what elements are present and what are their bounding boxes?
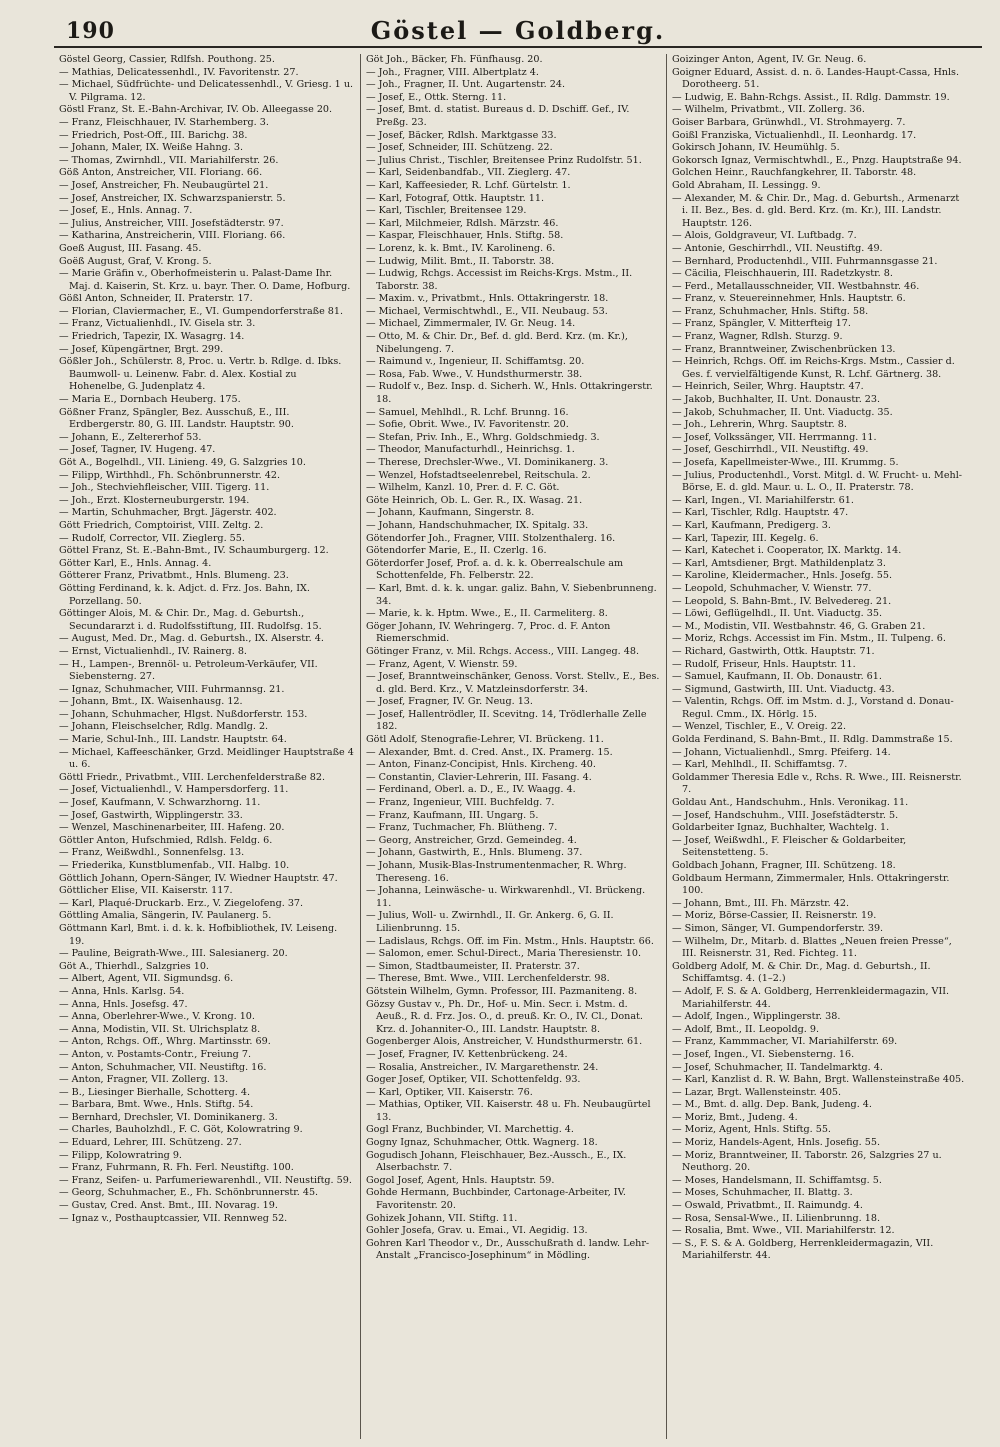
directory-entry: — Josef, Bmt. d. statist. Bureaus d. D. Dschiff. Gef., IV. Preßg. 23.: [366, 104, 630, 128]
directory-entry: — Antonie, Geschirrhdl., VII. Neustiftg. 49.: [672, 242, 883, 254]
directory-entry: — Albert, Agent, VII. Sigmundsg. 6.: [59, 973, 234, 985]
directory-entry: Göt A., Thierhdl., Salzgries 10.: [59, 960, 209, 972]
directory-entry: — Mathias, Delicatessenhdl., IV. Favoritenstr. 27.: [59, 66, 299, 78]
directory-entry: — Joh., Lehrerin, Whrg. Sauptstr. 8.: [672, 419, 847, 431]
directory-entry: — Eduard, Lehrer, III. Schützeng. 27.: [59, 1137, 242, 1149]
directory-entry: Göß Anton, Anstreicher, VII. Floriang. 66.: [59, 167, 263, 179]
directory-entry: — Karl, Kaufmann, Predigerg. 3.: [672, 519, 831, 531]
directory-entry: Götstein Wilhelm, Gymn. Professor, III. Pazmaniteng. 8.: [366, 985, 638, 997]
directory-entry: — Michael, Südfrüchte- und Delicatessenhdl., V. Griesg. 1 u. V. Pilgrama. 12.: [59, 79, 354, 103]
directory-entry: — Joh., Erzt. Klosterneuburgerstr. 194.: [59, 494, 250, 506]
directory-entry: — Karl, Tapezir, III. Kegelg. 6.: [672, 532, 819, 544]
directory-entry: — Alois, Goldgraveur, VI. Luftbadg. 7.: [672, 230, 857, 242]
directory-entry: — Josef, Schuhmacher, II. Tandelmarktg. 4.: [672, 1061, 883, 1073]
directory-entry: — Leopold, S. Bahn-Bmt., IV. Belvedereg. 21.: [672, 595, 892, 607]
directory-entry: Göttlicher Elise, VII. Kaiserstr. 117.: [59, 885, 233, 897]
directory-entry: — Rosalia, Anstreicher., IV. Margarethenstr. 24.: [366, 1061, 599, 1073]
directory-entry: — Cäcilia, Fleischhauerin, III. Radetzkystr. 8.: [672, 268, 893, 280]
directory-entry: — Karl, Bmt. d. k. k. ungar. galiz. Bahn, V. Siebenbrunneng. 34.: [366, 582, 657, 607]
directory-entry: — Franz, Kammmacher, VI. Mariahilferstr. 69.: [672, 1036, 898, 1048]
directory-entry: — Moses, Schuhmacher, II. Blattg. 3.: [672, 1187, 853, 1199]
directory-entry: — Alexander, M. & Chir. Dr., Mag. d. Geburtsh., Armenarzt i. II. Bez., Bes. d. gld. Berd. Krz. (m. Kr.), III. Landstr. Hauptstr. 126.: [672, 192, 960, 229]
directory-entry: — Joh., Fragner, VIII. Albertplatz 4.: [366, 66, 539, 78]
directory-entry: — Alexander, Bmt. d. Cred. Anst., IX. Pramerg. 15.: [366, 746, 613, 758]
directory-entry: Goldarbeiter Ignaz, Buchhalter, Wachtelg. 1.: [672, 822, 890, 834]
directory-entry: — Rosa, Sensal-Wwe., II. Lilienbrunng. 18.: [672, 1212, 881, 1224]
directory-entry: — Anton, Rchgs. Off., Whrg. Martinsstr. 69.: [59, 1036, 271, 1048]
directory-entry: Göte Heinrich, Ob. L. Ger. R., IX. Wasag. 21.: [366, 494, 583, 506]
directory-entry: — Ludwig, E. Bahn-Rchgs. Assist., II. Rdlg. Dammstr. 19.: [672, 91, 950, 103]
directory-entry: — Franz, Kaufmann, III. Ungarg. 5.: [366, 809, 539, 821]
directory-entry: — Johann, Kaufmann, Singerstr. 8.: [366, 507, 535, 519]
directory-entry: Goißl Franziska, Victualienhdl., II. Leonhardg. 17.: [672, 129, 917, 141]
directory-entry: — Karl, Ingen., VI. Mariahilferstr. 61.: [672, 494, 854, 506]
directory-entry: — Franz, Weißwdhl., Sonnenfelsg. 13.: [59, 847, 245, 859]
directory-entry: Gold Abraham, II. Lessingg. 9.: [672, 179, 821, 191]
directory-entry: — Johann, Musik-Blas-Instrumentenmacher, R. Whrg. Thereseng. 16.: [366, 860, 627, 884]
directory-entry: — Ludwig, Milit. Bmt., II. Taborstr. 38.: [366, 255, 555, 267]
directory-entry: — Wilhelm, Privatbmt., VII. Zollerg. 36.: [672, 104, 865, 116]
directory-entry: — Julius Christ., Tischler, Breitensee Prinz Rudolfstr. 51.: [366, 154, 642, 166]
directory-entry: — Josef, Branntweinschänker, Genoss. Vorst. Stellv., E., Bes. d. gld. Berd. Krz., V. Matzleinsdorferstr. 34.: [366, 671, 660, 695]
page-number: 190: [66, 18, 115, 44]
directory-entry: Göterdorfer Josef, Prof. a. d. k. k. Oberrealschule am Schottenfelde, Fh. Felberstr. 22.: [366, 557, 624, 582]
directory-entry: — Ladislaus, Rchgs. Off. im Fin. Mstm., Hnls. Hauptstr. 66.: [366, 935, 654, 947]
directory-entry: Götter Karl, E., Hnls. Annag. 4.: [59, 557, 212, 569]
directory-entry: — Franz, Fuhrmann, R. Fh. Ferl. Neustiftg. 100.: [59, 1162, 294, 1174]
directory-entry: — Johann, Victualienhdl., Smrg. Pfeiferg. 14.: [672, 746, 891, 758]
directory-entry: — Richard, Gastwirth, Ottk. Hauptstr. 71.: [672, 645, 875, 657]
directory-entry: Gohde Hermann, Buchbinder, Cartonage-Arbeiter, IV. Favoritenstr. 20.: [366, 1187, 626, 1212]
directory-entry: — Moses, Handelsmann, II. Schiffamtsg. 5.: [672, 1174, 882, 1186]
directory-entry: — Theodor, Manufacturhdl., Heinrichsg. 1.: [366, 444, 575, 456]
directory-entry: Göt Joh., Bäcker, Fh. Fünfhausg. 20.: [366, 54, 543, 65]
directory-entry: Gohizek Johann, VII. Stiftg. 11.: [366, 1212, 518, 1224]
directory-entry: — Rudolf, Friseur, Hnls. Hauptstr. 11.: [672, 658, 856, 670]
directory-entry: — Charles, Bauholzhdl., F. C. Göt, Kolowratring 9.: [59, 1124, 303, 1136]
directory-entry: — Florian, Claviermacher, E., VI. Gumpendorferstraße 81.: [59, 305, 344, 317]
directory-entry: Göt A., Bogelhdl., VII. Linieng. 49, G. Salzgries 10.: [59, 457, 306, 468]
directory-entry: — Sofie, Obrit. Wwe., IV. Favoritenstr. 20.: [366, 419, 569, 431]
directory-entry: — Wenzel, Maschinenarbeiter, III. Hafeng. 20.: [59, 822, 285, 834]
directory-entry: — Karl, Kaffeesieder, R. Lchf. Gürtelstr. 1.: [366, 179, 571, 191]
directory-entry: Götendorfer Joh., Fragner, VIII. Stolzenthalerg. 16.: [366, 532, 616, 544]
directory-entry: — Johann, Fleischselcher, Rdlg. Mandlg. 2.: [59, 721, 269, 733]
directory-entry: Goldau Ant., Handschuhm., Hnls. Veronikag. 11.: [672, 797, 909, 809]
directory-entry: — Samuel, Kaufmann, II. Ob. Donaustr. 61.: [672, 671, 882, 683]
directory-entry: Goldberg Adolf, M. & Chir. Dr., Mag. d. Geburtsh., II. Schiffamtsg. 4. (1–2.): [672, 960, 931, 985]
directory-entry: — Moriz, Branntweiner, II. Taborstr. 26, Salzgries 27 u. Neuthorg. 20.: [672, 1149, 942, 1174]
directory-entry: — Adolf, Ingen., Wipplingerstr. 38.: [672, 1011, 841, 1023]
directory-entry: Gözsy Gustav v., Ph. Dr., Hof- u. Min. Secr. i. Mstm. d. Aeuß., R. d. Frz. Jos. O., d. preuß. Kr. O., IV. Cl., Donat. Krz. d. Johanniter-O., III. Landstr. Hauptstr. 8.: [366, 998, 643, 1035]
directory-entry: Göstel Georg, Cassier, Rdlfsh. Pouthong. 25.: [59, 54, 275, 65]
directory-entry: Goeß August, III. Fasang. 45.: [59, 242, 202, 254]
directory-entry: Gött Friedrich, Comptoirist, VIII. Zeltg. 2.: [59, 519, 264, 531]
directory-entry: — Karoline, Kleidermacher., Hnls. Josefg. 55.: [672, 570, 893, 582]
directory-entry: — H., Lampen-, Brennöl- u. Petroleum-Verkäufer, VII. Siebensterng. 27.: [59, 658, 318, 683]
directory-entry: — Karl, Tischler, Breitensee 129.: [366, 205, 527, 217]
directory-entry: — Sigmund, Gastwirth, III. Unt. Viaductg. 43.: [672, 683, 895, 695]
entry-columns: [54, 54, 982, 1439]
directory-entry: — Franz, Spängler, V. Mitterfteig 17.: [672, 318, 851, 330]
directory-entry: Gogny Ignaz, Schuhmacher, Ottk. Wagnerg. 18.: [366, 1137, 598, 1149]
directory-entry: — Johann, Gastwirth, E., Hnls. Blumeng. 37.: [366, 847, 583, 859]
directory-entry: Goizinger Anton, Agent, IV. Gr. Neug. 6.: [672, 54, 867, 65]
directory-entry: — Ferd., Metallausschneider, VII. Westbahnstr. 46.: [672, 280, 920, 292]
directory-entry: — Barbara, Bmt. Wwe., Hnls. Stiftg. 54.: [59, 1099, 254, 1111]
directory-entry: — Josef, Kaufmann, V. Schwarzhorng. 11.: [59, 797, 261, 809]
directory-entry: — Gustav, Cred. Anst. Bmt., III. Novarag. 19.: [59, 1200, 278, 1212]
directory-entry: Gößler Joh., Schülerstr. 8, Proc. u. Vertr. b. Rdlge. d. Ibks. Baumwoll- u. Leinenw. Fabr. d. Alex. Kostial zu Hohenelbe, G. Judenplatz 4.: [59, 356, 342, 393]
column-2: [360, 54, 666, 1439]
directory-entry: — S., F. S. & A. Goldberg, Herrenkleidermagazin, VII. Mariahilferstr. 44.: [672, 1237, 934, 1262]
directory-entry: — Josef, Tagner, IV. Hugeng. 47.: [59, 444, 216, 456]
directory-entry: — Löwi, Geflügelhdl., II. Unt. Viaductg. 35.: [672, 608, 883, 620]
directory-entry: — Franz, v. Steuereinnehmer, Hnls. Hauptstr. 6.: [672, 293, 906, 305]
directory-entry: — Karl, Plaqué-Druckarb. Erz., V. Ziegelofeng. 37.: [59, 897, 304, 909]
directory-entry: — Anton, v. Postamts-Contr., Freiung 7.: [59, 1048, 252, 1060]
directory-entry: — Jakob, Buchhalter, II. Unt. Donaustr. 23.: [672, 394, 881, 406]
directory-entry: — Michael, Kaffeeschänker, Grzd. Meidlinger Hauptstraße 4 u. 6.: [59, 746, 354, 771]
directory-entry: — Maxim. v., Privatbmt., Hnls. Ottakringerstr. 18.: [366, 293, 609, 305]
directory-entry: — M., Bmt. d. allg. Dep. Bank, Judeng. 4.: [672, 1099, 872, 1111]
directory-entry: — Rudolf, Corrector, VII. Zieglerg. 55.: [59, 532, 245, 544]
directory-entry: — Lorenz, k. k. Bmt., IV. Karolineng. 6.: [366, 242, 556, 254]
directory-entry: — Thomas, Zwirnhdl., VII. Mariahilferstr. 26.: [59, 154, 279, 166]
directory-entry: Gößner Franz, Spängler, Bez. Ausschuß, E., III. Erdbergerstr. 80, G. III. Landstr. Hauptstr. 90.: [59, 406, 294, 431]
directory-entry: — Josef, Anstreicher, Fh. Neubaugürtel 21.: [59, 179, 269, 191]
directory-entry: Göttlich Johann, Opern-Sänger, IV. Wiedner Hauptstr. 47.: [59, 872, 338, 884]
directory-entry: Gogol Josef, Agent, Hnls. Hauptstr. 59.: [366, 1174, 555, 1186]
directory-entry: — Wilhelm, Kanzl. 10, Prer. d. F. C. Göt.: [366, 482, 560, 494]
directory-entry: Gößl Anton, Schneider, II. Praterstr. 17.: [59, 293, 253, 305]
directory-entry: — Johann, Bmt., III. Fh. Märzstr. 42.: [672, 897, 850, 909]
directory-entry: Gogudisch Johann, Fleischhauer, Bez.-Aussch., E., IX. Alserbachstr. 7.: [366, 1149, 627, 1174]
directory-entry: — Martin, Schuhmacher, Brgt. Jägerstr. 402.: [59, 507, 277, 519]
directory-entry: — Johann, Maler, IX. Weiße Hahng. 3.: [59, 142, 244, 154]
directory-entry: Gohren Karl Theodor v., Dr., Ausschußrath d. landw. Lehr-Anstalt „Francisco-Josephinum“ in Mödling.: [366, 1237, 650, 1262]
directory-entry: — Josef, Victualienhdl., V. Hampersdorferg. 11.: [59, 784, 289, 796]
directory-entry: — Simon, Stadtbaumeister, II. Praterstr. 37.: [366, 960, 580, 972]
directory-entry: — Julius, Woll- u. Zwirnhdl., II. Gr. Ankerg. 6, G. II. Lilienbrunng. 15.: [366, 910, 614, 934]
directory-entry: — Therese, Drechsler-Wwe., VI. Dominikanerg. 3.: [366, 457, 609, 468]
directory-entry: — Moriz, Bmt., Judeng. 4.: [672, 1111, 798, 1123]
directory-entry: — Friedrich, Tapezir, IX. Wasagrg. 14.: [59, 331, 245, 343]
directory-entry: — Raimund v., Ingenieur, II. Schiffamtsg. 20.: [366, 356, 585, 368]
directory-entry: — Anna, Oberlehrer-Wwe., V. Krong. 10.: [59, 1011, 255, 1023]
directory-entry: — Franz, Schuhmacher, Hnls. Stiftg. 58.: [672, 305, 869, 317]
directory-entry: — Karl, Optiker, VII. Kaiserstr. 76.: [366, 1086, 533, 1098]
directory-entry: Göttler Anton, Hufschmied, Rdlsh. Feldg. 6.: [59, 834, 273, 846]
page-header: [54, 12, 982, 48]
directory-entry: — Therese, Bmt. Wwe., VIII. Lerchenfelderstr. 98.: [366, 973, 610, 985]
directory-entry: — Julius, Anstreicher, VIII. Josefstädterstr. 97.: [59, 217, 284, 229]
directory-entry: — Leopold, Schuhmacher, V. Wienstr. 77.: [672, 582, 872, 594]
directory-entry: — Lazar, Brgt. Wallensteinstr. 405.: [672, 1086, 842, 1098]
directory-entry: — Marie, k. k. Hptm. Wwe., E., II. Carmeliterg. 8.: [366, 608, 608, 620]
directory-entry: — Josef, Bäcker, Rdlsh. Marktgasse 33.: [366, 129, 557, 141]
directory-entry: — August, Med. Dr., Mag. d. Geburtsh., IX. Alserstr. 4.: [59, 633, 324, 645]
directory-entry: — Josef, Geschirrhdl., VII. Neustiftg. 49.: [672, 444, 869, 456]
directory-entry: — Georg, Anstreicher, Grzd. Gemeindeg. 4.: [366, 834, 577, 846]
directory-entry: — Johann, Schuhmacher, Hlgst. Nußdorferstr. 153.: [59, 708, 308, 720]
directory-entry: — Valentin, Rchgs. Off. im Mstm. d. J., Vorstand d. Donau-Regul. Cmm., IX. Hörlg. 15.: [672, 696, 954, 720]
directory-entry: — Wenzel, Hofstadtseelenrebel, Reitschula. 2.: [366, 469, 591, 481]
directory-entry: — Karl, Katechet i. Cooperator, IX. Marktg. 14.: [672, 545, 902, 557]
directory-entry: Goëß August, Graf, V. Krong. 5.: [59, 255, 212, 267]
directory-entry: — Anton, Fragner, VII. Zollerg. 13.: [59, 1074, 229, 1086]
directory-entry: Goldbaum Hermann, Zimmermaler, Hnls. Ottakringerstr. 100.: [672, 872, 950, 897]
directory-entry: — Moriz, Börse-Cassier, II. Reisnerstr. 19.: [672, 910, 877, 922]
directory-entry: Göstl Franz, St. E.-Bahn-Archivar, IV. Ob. Alleegasse 20.: [59, 104, 333, 116]
directory-entry: Götterer Franz, Privatbmt., Hnls. Blumeng. 23.: [59, 570, 289, 582]
directory-entry: — Franz, Ingenieur, VIII. Buchfeldg. 7.: [366, 797, 555, 809]
directory-entry: — Franz, Wagner, Rdlsh. Sturzg. 9.: [672, 331, 843, 343]
directory-entry: — Josef, Weißwdhl., F. Fleischer & Goldarbeiter, Seitenstetteng. 5.: [672, 834, 907, 859]
directory-entry: — Moriz, Agent, Hnls. Stiftg. 55.: [672, 1124, 831, 1136]
directory-entry: — Mathias, Optiker, VII. Kaiserstr. 48 u. Fh. Neubaugürtel 13.: [366, 1099, 651, 1123]
directory-entry: — Oswald, Privatbmt., II. Raimundg. 4.: [672, 1200, 863, 1212]
directory-entry: — Josefa, Kapellmeister-Wwe., III. Krummg. 5.: [672, 457, 899, 468]
directory-entry: — Katharina, Anstreicherin, VIII. Floriang. 66.: [59, 230, 286, 242]
directory-entry: Göttinger Alois, M. & Chir. Dr., Mag. d. Geburtsh., Secundararzt i. d. Rudolfsstiftung, III. Rudolfsg. 15.: [59, 608, 322, 632]
directory-entry: Göttling Amalia, Sängerin, IV. Paulanerg. 5.: [59, 910, 272, 922]
directory-entry: — Josef, Fragner, IV. Gr. Neug. 13.: [366, 696, 533, 708]
directory-entry: — Franz, Seifen- u. Parfumeriewarenhdl., VII. Neustiftg. 59.: [59, 1174, 352, 1186]
directory-entry: — Johann, Handschuhmacher, IX. Spitalg. 33.: [366, 519, 589, 531]
directory-entry: — Adolf, Bmt., II. Leopoldg. 9.: [672, 1023, 820, 1035]
directory-entry: — Karl, Tischler, Rdlg. Hauptstr. 47.: [672, 507, 849, 519]
directory-entry: Goldbach Johann, Fragner, III. Schützeng. 18.: [672, 860, 896, 871]
directory-entry: — Johann, E., Zeltererhof 53.: [59, 431, 202, 443]
directory-entry: — Michael, Zimmermaler, IV. Gr. Neug. 14.: [366, 318, 576, 330]
directory-entry: — Filipp, Kolowratring 9.: [59, 1149, 182, 1161]
directory-entry: — M., Modistin, VII. Westbahnstr. 46, G. Graben 21.: [672, 620, 926, 632]
directory-entry: — Otto, M. & Chir. Dr., Bef. d. gld. Berd. Krz. (m. Kr.), Nibelungeng. 7.: [366, 331, 628, 355]
directory-entry: — Maria E., Dornbach Heuberg. 175.: [59, 394, 241, 406]
directory-entry: — Josef, Küpengärtner, Brgt. 299.: [59, 343, 224, 355]
directory-entry: Goger Josef, Optiker, VII. Schottenfeldg. 93.: [366, 1074, 581, 1086]
directory-entry: — Josef, Volkssänger, VII. Herrmanng. 11.: [672, 431, 877, 443]
directory-entry: Götting Ferdinand, k. k. Adjct. d. Frz. Jos. Bahn, IX. Porzellang. 50.: [59, 582, 310, 607]
directory-entry: — Johann, Bmt., IX. Waisenhausg. 12.: [59, 696, 243, 708]
directory-entry: — Josef, Fragner, IV. Kettenbrückeng. 24.: [366, 1048, 568, 1060]
directory-entry: — Bernhard, Drechsler, VI. Dominikanerg. 3.: [59, 1111, 278, 1123]
directory-entry: — Karl, Mehlhdl., II. Schiffamtsg. 7.: [672, 759, 848, 771]
directory-entry: — Stefan, Priv. Inh., E., Whrg. Goldschmiedg. 3.: [366, 431, 600, 443]
directory-entry: — Wilhelm, Dr., Mitarb. d. Blattes „Neuen freien Presse“, III. Reisnerstr. 31, Red. Fichteg. 11.: [672, 935, 952, 960]
directory-entry: — Anton, Schuhmacher, VII. Neustiftg. 16.: [59, 1061, 267, 1073]
directory-entry: Göger Johann, IV. Wehringerg. 7, Proc. d. F. Anton Riemerschmid.: [366, 620, 611, 645]
directory-entry: — Friederika, Kunstblumenfab., VII. Halbg. 10.: [59, 860, 290, 871]
directory-entry: — Franz, Tuchmacher, Fh. Blütheng. 7.: [366, 822, 558, 834]
directory-entry: — Julius, Productenhdl., Vorst. Mitgl. d. W. Frucht- u. Mehl-Börse, E. d. gld. Maur. u. L. O., II. Praterstr. 78.: [672, 469, 963, 494]
directory-entry: — Anton, Finanz-Concipist, Hnls. Kircheng. 40.: [366, 759, 596, 771]
directory-entry: — Moriz, Rchgs. Accessist im Fin. Mstm., II. Tulpeng. 6.: [672, 633, 946, 645]
directory-entry: — Simon, Sänger, VI. Gumpendorferstr. 39.: [672, 922, 884, 934]
directory-entry: — Kaspar, Fleischhauer, Hnls. Stiftg. 58.: [366, 230, 564, 242]
directory-entry: Göttl Friedr., Privatbmt., VIII. Lerchenfelderstraße 82.: [59, 771, 326, 783]
directory-entry: Göttel Franz, St. E.-Bahn-Bmt., IV. Schaumburgerg. 12.: [59, 545, 329, 557]
directory-entry: — Marie Gräfin v., Oberhofmeisterin u. Palast-Dame Ihr. Maj. d. Kaiserin, St. Krz. u. bayr. Ther. O. Dame, Hofburg.: [59, 268, 351, 292]
directory-entry: — Pauline, Beigrath-Wwe., III. Salesianerg. 20.: [59, 948, 288, 960]
directory-entry: — Jakob, Schuhmacher, II. Unt. Viaductg. 35.: [672, 406, 893, 418]
directory-entry: — Karl, Seidenbandfab., VII. Zieglerg. 47.: [366, 167, 571, 179]
directory-entry: — Franz, Victualienhdl., IV. Gisela str. 3.: [59, 318, 256, 330]
column-3: [666, 54, 972, 1439]
directory-entry: — Rudolf v., Bez. Insp. d. Sicherh. W., Hnls. Ottakringerstr. 18.: [366, 381, 653, 406]
directory-entry: Goigner Eduard, Assist. d. n. ö. Landes-Haupt-Cassa, Hnls. Dorotheerg. 51.: [672, 66, 960, 91]
directory-entry: — Georg, Schuhmacher, E., Fh. Schönbrunnerstr. 45.: [59, 1187, 319, 1199]
directory-entry: — Karl, Amtsdiener, Brgt. Mathildenplatz 3.: [672, 557, 886, 569]
column-1: [54, 54, 360, 1439]
directory-entry: — B., Liesinger Bierhalle, Schotterg. 4.: [59, 1086, 251, 1098]
directory-entry: — Moriz, Handels-Agent, Hnls. Josefig. 55.: [672, 1137, 881, 1149]
directory-entry: — Anna, Hnls. Karlsg. 54.: [59, 985, 185, 997]
directory-entry: — Filipp, Wirthhdl., Fh. Schönbrunnerstr. 42.: [59, 469, 281, 481]
directory-entry: — Rosa, Fab. Wwe., V. Hundsthurmerstr. 38.: [366, 368, 583, 380]
directory-entry: — Constantin, Clavier-Lehrerin, III. Fasang. 4.: [366, 771, 592, 783]
directory-entry: — Ignaz v., Posthauptcassier, VII. Rennweg 52.: [59, 1212, 288, 1224]
directory-entry: — Friedrich, Post-Off., III. Barichg. 38.: [59, 129, 248, 141]
directory-entry: — Ignaz, Schuhmacher, VIII. Fuhrmannsg. 21.: [59, 683, 285, 695]
directory-entry: — Ferdinand, Oberl. a. D., E., IV. Waagg. 4.: [366, 784, 576, 796]
directory-entry: Golchen Heinr., Rauchfangkehrer, II. Taborstr. 48.: [672, 167, 917, 179]
directory-entry: — Joh., Fragner, II. Unt. Augartenstr. 24.: [366, 79, 566, 91]
directory-entry: Gokirsch Johann, IV. Heumühlg. 5.: [672, 142, 840, 154]
directory-entry: — Josef, Hallentrödler, II. Scevitng. 14, Trödlerhalle Zelle 182.: [366, 708, 647, 733]
directory-entry: — Anna, Hnls. Josefsg. 47.: [59, 998, 188, 1010]
directory-entry: — Josef, Anstreicher, IX. Schwarzspanierstr. 5.: [59, 192, 286, 204]
directory-entry: — Rosalia, Bmt. Wwe., VII. Mariahilferstr. 12.: [672, 1225, 895, 1237]
directory-entry: — Samuel, Mehlhdl., R. Lchf. Brunng. 16.: [366, 406, 569, 418]
directory-entry: — Franz, Fleischhauer, IV. Starhemberg. 3.: [59, 116, 269, 128]
directory-entry: — Josef, Handschuhm., VIII. Josefstädterstr. 5.: [672, 809, 899, 821]
directory-entry: — Ernst, Victualienhdl., IV. Rainerg. 8.: [59, 645, 247, 657]
directory-entry: — Adolf, F. S. & A. Goldberg, Herrenkleidermagazin, VII. Mariahilferstr. 44.: [672, 985, 950, 1010]
directory-entry: — Anna, Modistin, VII. St. Ulrichsplatz 8.: [59, 1023, 261, 1035]
directory-entry: — Josef, Gastwirth, Wipplingerstr. 33.: [59, 809, 243, 821]
directory-entry: — Josef, E., Hnls. Annag. 7.: [59, 205, 193, 217]
directory-entry: — Joh., Stechviehfleischer, VIII. Tigerg. 11.: [59, 482, 270, 494]
directory-entry: — Karl, Kanzlist d. R. W. Bahn, Brgt. Wallensteinstraße 405.: [672, 1074, 965, 1086]
directory-entry: — Wenzel, Tischler, E., V. Oreig. 22.: [672, 721, 846, 733]
directory-entry: — Marie, Schul-Inh., III. Landstr. Hauptstr. 64.: [59, 734, 287, 746]
directory-entry: Gohler Josefa, Grav. u. Emai., VI. Aegidig. 13.: [366, 1225, 588, 1237]
directory-entry: — Bernhard, Productenhdl., VIII. Fuhrmannsgasse 21.: [672, 255, 938, 267]
directory-entry: — Michael, Vermischtwhdl., E., VII. Neubaug. 53.: [366, 305, 608, 317]
directory-entry: — Johanna, Leinwäsche- u. Wirkwarenhdl., VI. Brückeng. 11.: [366, 885, 646, 909]
directory-entry: — Josef, E., Ottk. Sterng. 11.: [366, 91, 507, 103]
directory-entry: Goldammer Theresia Edle v., Rchs. R. Wwe., III. Reisnerstr. 7.: [672, 771, 962, 796]
directory-entry: Golda Ferdinand, S. Bahn-Bmt., II. Rdlg. Dammstraße 15.: [672, 734, 953, 746]
directory-entry: — Karl, Fotograf, Ottk. Hauptstr. 11.: [366, 192, 544, 204]
directory-entry: — Heinrich, Rchgs. Off. im Reichs-Krgs. Mstm., Cassier d. Ges. f. vervielfältigende Kunst, R. Lchf. Gärtnerg. 38.: [672, 356, 955, 380]
directory-entry: — Ludwig, Rchgs. Accessist im Reichs-Krgs. Mstm., II. Taborstr. 38.: [366, 268, 633, 292]
directory-entry: Goiser Barbara, Grünwhdl., VI. Strohmayerg. 7.: [672, 116, 906, 128]
directory-entry: Götl Adolf, Stenografie-Lehrer, VI. Brückeng. 11.: [366, 734, 604, 746]
directory-entry: Gogl Franz, Buchbinder, VI. Marchettig. 4.: [366, 1124, 574, 1136]
directory-entry: — Heinrich, Seiler, Whrg. Hauptstr. 47.: [672, 381, 864, 393]
directory-entry: — Franz, Branntweiner, Zwischenbrücken 13.: [672, 343, 896, 355]
running-head: Göstel — Goldberg.: [370, 16, 666, 45]
directory-entry: — Karl, Milchmeier, Rdlsh. Märzstr. 46.: [366, 217, 559, 229]
directory-entry: Götinger Franz, v. Mil. Rchgs. Access., VIII. Langeg. 48.: [366, 645, 639, 657]
directory-entry: Göttmann Karl, Bmt. i. d. k. k. Hofbibliothek, IV. Leiseng. 19.: [59, 922, 338, 947]
directory-entry: Gokorsch Ignaz, Vermischtwhdl., E., Pnzg. Hauptstraße 94.: [672, 154, 962, 166]
directory-entry: Götendorfer Marie, E., II. Czerlg. 16.: [366, 545, 547, 557]
directory-entry: — Josef, Ingen., VI. Siebensterng. 16.: [672, 1048, 855, 1060]
directory-entry: — Salomon, emer. Schul-Direct., Maria Theresienstr. 10.: [366, 948, 642, 960]
directory-entry: — Franz, Agent, V. Wienstr. 59.: [366, 658, 518, 670]
directory-entry: Gogenberger Alois, Anstreicher, V. Hundsthurmerstr. 61.: [366, 1036, 643, 1048]
directory-entry: — Josef, Schneider, III. Schützeng. 22.: [366, 142, 553, 154]
